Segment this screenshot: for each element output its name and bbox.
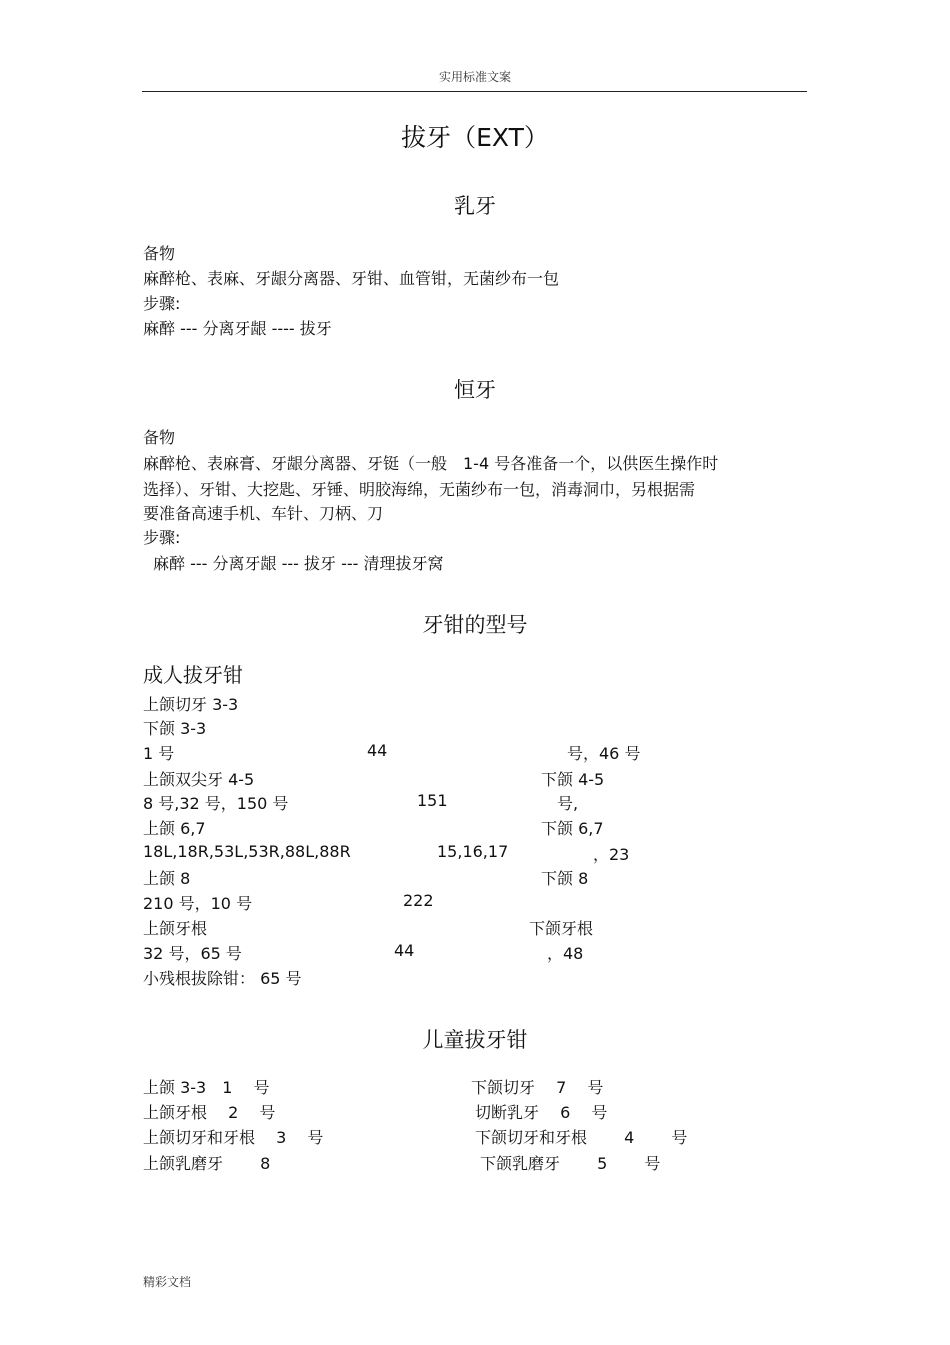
permanent-prep-label: 备物 — [143, 428, 176, 447]
child-row-4-right: 下颌乳磨牙 5 号 — [480, 1154, 661, 1173]
child-row-3-left: 上颌切牙和牙根 3 号 — [143, 1128, 324, 1147]
adult-row-7-b: 15,16,17 — [437, 842, 509, 861]
page-header: 实用标准文案 — [438, 70, 511, 84]
child-row-2-left: 上颌牙根 2 号 — [143, 1103, 276, 1122]
child-row-1-right: 下颌切牙 7 号 — [471, 1078, 604, 1097]
section-heading-primary: 乳牙 — [454, 194, 496, 218]
adult-row-8-b: 下颌 8 — [541, 869, 589, 888]
child-row-3-right: 下颌切牙和牙根 4 号 — [475, 1128, 688, 1147]
adult-row-4-b: 下颌 4-5 — [541, 770, 605, 789]
adult-row-12: 小残根拔除钳： 65 号 — [143, 969, 302, 988]
adult-forceps-heading: 成人拔牙钳 — [143, 663, 243, 687]
adult-row-3-a: 1 号 — [143, 744, 175, 763]
adult-row-11-a: 32 号，65 号 — [143, 944, 242, 963]
adult-row-1: 上颌切牙 3-3 — [143, 695, 239, 714]
permanent-steps-text: 麻醉 --- 分离牙龈 --- 拔牙 --- 清理拔牙窝 — [153, 554, 444, 573]
adult-row-10-a: 上颌牙根 — [143, 919, 208, 938]
child-row-1-left: 上颌 3-3 1 号 — [143, 1078, 270, 1097]
adult-row-9-a: 210 号，10 号 — [143, 894, 253, 913]
adult-row-5-b: 151 — [417, 791, 448, 810]
adult-row-6-b: 下颌 6,7 — [541, 819, 604, 838]
adult-row-2: 下颌 3-3 — [143, 719, 207, 738]
permanent-prep-line-3: 要准备高速手机、车针、刀柄、刀 — [143, 504, 384, 523]
document-title: 拔牙（EXT） — [401, 123, 549, 152]
child-row-2-right: 切断乳牙 6 号 — [475, 1103, 608, 1122]
section-heading-models: 牙钳的型号 — [422, 613, 528, 637]
header-rule — [142, 91, 807, 92]
permanent-prep-line-2: 选择）、牙钳、大挖匙、牙锤、明胶海绵，无菌纱布一包，消毒洞巾，另根据需 — [143, 480, 696, 499]
adult-row-7-c: ，23 — [593, 845, 630, 864]
adult-row-7-a: 18L,18R,53L,53R,88L,88R — [143, 842, 351, 861]
adult-row-10-b: 下颌牙根 — [529, 919, 594, 938]
adult-row-5-a: 8 号,32 号，150 号 — [143, 794, 289, 813]
primary-prep-text: 麻醉枪、表麻、牙龈分离器、牙钳、血管钳，无菌纱布一包 — [143, 269, 560, 288]
adult-row-9-b: 222 — [403, 891, 434, 910]
adult-row-11-b: 44 — [394, 941, 415, 960]
child-row-4-left: 上颌乳磨牙 8 — [143, 1154, 271, 1173]
adult-row-8-a: 上颌 8 — [143, 869, 191, 888]
primary-steps-label: 步骤: — [143, 294, 181, 313]
adult-row-11-c: ，48 — [547, 944, 584, 963]
primary-steps-text: 麻醉 --- 分离牙龈 ---- 拔牙 — [143, 319, 332, 338]
adult-row-3-b: 44 — [367, 741, 388, 760]
section-heading-permanent: 恒牙 — [454, 378, 496, 402]
adult-row-5-c: 号, — [557, 794, 579, 813]
adult-row-6-a: 上颌 6,7 — [143, 819, 206, 838]
adult-row-4-a: 上颌双尖牙 4-5 — [143, 770, 255, 789]
adult-row-3-c: 号，46 号 — [567, 744, 641, 763]
permanent-steps-label: 步骤: — [143, 528, 181, 547]
child-forceps-heading: 儿童拔牙钳 — [422, 1028, 528, 1052]
permanent-prep-line-1: 麻醉枪、表麻膏、牙龈分离器、牙铤（一般 1-4 号各准备一个，以供医生操作时 — [143, 454, 719, 473]
page-footer: 精彩文档 — [143, 1275, 192, 1289]
primary-prep-label: 备物 — [143, 244, 176, 263]
